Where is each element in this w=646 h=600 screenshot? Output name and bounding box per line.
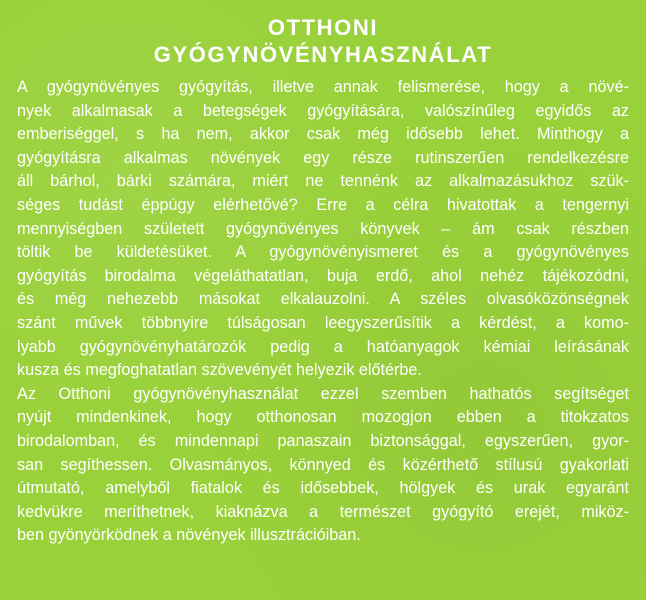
text-line: gyógyításra alkalmas növények egy része rutinszerűen rendelkezésre <box>17 148 629 167</box>
blurb-paragraph-2 <box>17 383 629 548</box>
text-line: kusza és megfoghatatlan szövevényét helyezik előtérbe. <box>17 361 422 380</box>
text-line: útmutató, amelyből fiatalok és idősebbek, hölgyek és urak egyaránt <box>17 479 629 498</box>
text-line: kedvükre meríthetnek, kiaknázva a természet gyógyító erejét, miköz- <box>17 502 629 521</box>
text-line: és még nehezebb másokat elkalauzolni. A széles olvasóközönségnek <box>17 290 629 309</box>
text-line: séges tudást éppúgy elérhetővé? Erre a célra hivatottak a tengernyi <box>17 195 629 214</box>
text-line: nyek alkalmasak a betegségek gyógyítására, valószínűleg egyidős az <box>17 101 629 120</box>
text-line: Az Otthoni gyógynövényhasználat ezzel szemben hathatós segítséget <box>17 384 629 403</box>
blurb-paragraph-1 <box>17 76 629 383</box>
text-line: gyógyítás birodalma végeláthatatlan, buja erdő, ahol nehéz tájékozódni, <box>17 266 629 285</box>
text-line: töltik be küldetésüket. A gyógynövényismeret és a gyógynövényes <box>17 243 629 262</box>
text-line: A gyógynövényes gyógyítás, illetve annak felismerése, hogy a növé- <box>17 78 629 96</box>
text-line: lyabb gyógynövényhatározók pedig a hatóanyagok kémiai leírásának <box>17 337 629 356</box>
text-line: mennyiségben született gyógynövényes könyvek – ám csak részben <box>17 219 629 238</box>
blurb-text <box>17 76 629 548</box>
text-line: nyújt mindenkinek, hogy otthonosan mozogjon ebben a titokzatos <box>17 408 629 427</box>
text-line: san segíthessen. Olvasmányos, könnyed és közérthető stílusú gyakorlati <box>17 455 629 474</box>
book-title <box>17 14 629 68</box>
text-line: ben gyönyörködnek a növények illusztrációiban. <box>17 526 361 545</box>
text-line: birodalomban, és mindennapi panaszain biztonsággal, egyszerűen, gyor- <box>17 431 629 450</box>
text-line: emberiséggel, s ha nem, akkor csak még idősebb lehet. Minthogy a <box>17 125 629 144</box>
text-line: áll bárhol, bárki számára, miért ne tennénk az alkalmazásukhoz szük- <box>17 172 629 191</box>
book-title-line-2: GYÓGYNÖVÉNYHASZNÁLAT <box>153 42 493 67</box>
book-title-line-1: OTTHONI <box>267 15 379 40</box>
text-line: szánt művek többnyire túlságosan leegyszerűsítik a kérdést, a komo- <box>17 313 629 332</box>
